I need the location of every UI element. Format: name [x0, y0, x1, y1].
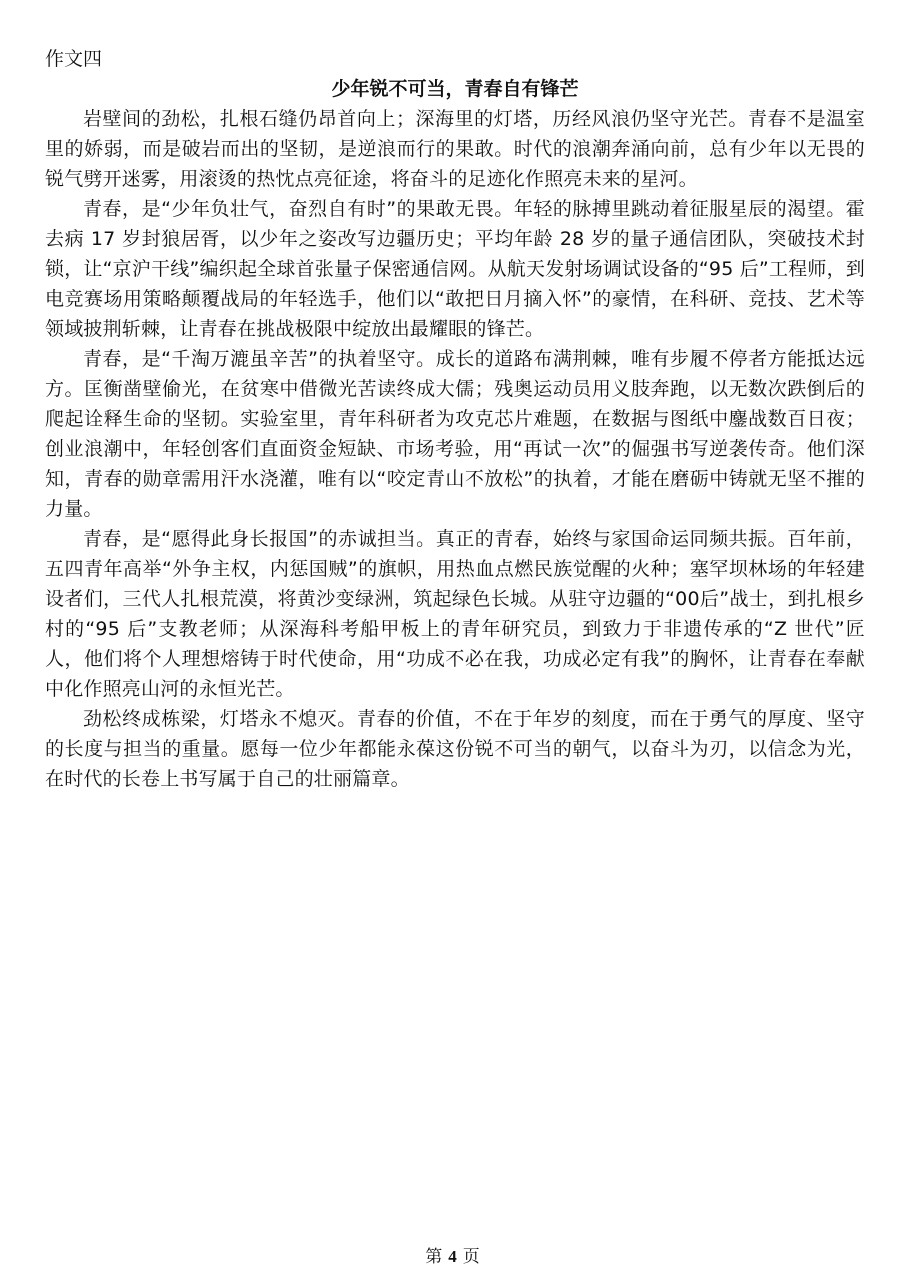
page-footer — [0, 1246, 905, 1268]
essay-title: 少年锐不可当，青春自有锋芒 — [331, 78, 579, 100]
essay-paragraph-3: 青春，是“千淘万漉虽辛苦”的执着坚守。成长的道路布满荆棘，唯有步履不停者方能抵达远方。匡衡凿壁偷光，在贫寒中借微光苦读终成大儒；残奥运动员用义肢奔跑，以无数次跌倒后的爬起诠释生命的坚韧。实验室里，青年科研者为攻克芯片难题，在数据与图纸中鏖战数百日夜；创业浪潮中，年轻创客们直面资金短缺、市场考验，用“再试一次”的倔强书写逆袭传奇。他们深知，青春的勋章需用汗水浇灌，唯有以“咬定青山不放松”的执着，才能在磨砺中铸就无坚不摧的力量。 — [45, 348, 865, 520]
essay-paragraph-5: 劲松终成栋梁，灯塔永不熄灭。青春的价值，不在于年岁的刻度，而在于勇气的厚度、坚守的长度与担当的重量。愿每一位少年都能永葆这份锐不可当的朝气，以奋斗为刃，以信念为光，在时代的长卷上书写属于自己的壮丽篇章。 — [45, 708, 865, 790]
footer-suffix: 页 — [462, 1247, 480, 1267]
footer-prefix: 第 — [425, 1247, 443, 1267]
essay-label: 作文四 — [45, 48, 103, 70]
essay-paragraph-4: 青春，是“愿得此身长报国”的赤诚担当。真正的青春，始终与家国命运同频共振。百年前，五四青年高举“外争主权，内惩国贼”的旗帜，用热血点燃民族觉醒的火种；塞罕坝林场的年轻建设者们，三代人扎根荒漠，将黄沙变绿洲，筑起绿色长城。从驻守边疆的“00后”战士，到扎根乡村的“95 后”支教老师；从深海科考船甲板上的青年研究员，到致力于非遗传承的“Z 世代”匠人，他们将个人理想熔铸于时代使命，用“功成不必在我，功成必定有我”的胸怀，让青春在奉献中化作照亮山河的永恒光芒。 — [45, 528, 865, 700]
page-number: 4 — [448, 1247, 457, 1266]
essay-paragraph-1: 岩壁间的劲松，扎根石缝仍昂首向上；深海里的灯塔，历经风浪仍坚守光芒。青春不是温室里的娇弱，而是破岩而出的坚韧，是逆浪而行的果敢。时代的浪潮奔涌向前，总有少年以无畏的锐气劈开迷雾，用滚烫的热忱点亮征途，将奋斗的足迹化作照亮未来的星河。 — [45, 108, 865, 190]
essay-paragraph-2: 青春，是“少年负壮气，奋烈自有时”的果敢无畏。年轻的脉搏里跳动着征服星辰的渴望。霍去病 17 岁封狼居胥，以少年之姿改写边疆历史；平均年龄 28 岁的量子通信团队，突破技术封锁，让“京沪干线”编织起全球首张量子保密通信网。从航天发射场调试设备的“95 后”工程师，到电竞赛场用策略颠覆战局的年轻选手，他们以“敢把日月摘入怀”的豪情，在科研、竞技、艺术等领域披荆斩棘，让青春在挑战极限中绽放出最耀眼的锋芒。 — [45, 198, 865, 340]
essay-page — [45, 44, 865, 794]
